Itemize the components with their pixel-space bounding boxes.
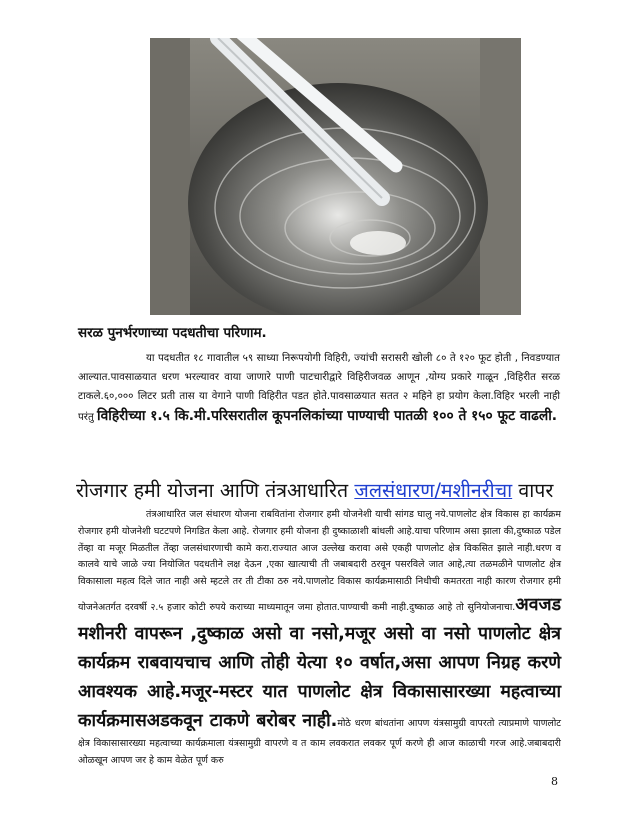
heading-text-before: रोजगार हमी योजना आणि तंत्रआधारित <box>76 479 355 502</box>
paragraph-text: या पदधतीत १८ गावातील ५९ साध्या निरूपयोगी विहिरी, ज्यांची सरासरी खोली ८० ते १२० फूट होती , निवडण्यात आल्यात.पावसाळयात धरण भरल्यावर वाया जाणारे पाणी पाटचारीद्वारे विहिरीजवळ आणून ,योग्य प्रकारे गाळून ,विहिरीत सरळ टाकले.६०,००० लिटर प्रती तास या वेगाने पाणी विहिरीत पडत होते.पावसाळयात सतत २ महिने हा प्रयोग केला.विहिर भरली नाही परंतु <box>78 353 560 423</box>
well-photo <box>150 38 521 315</box>
paragraph-employment-scheme <box>78 507 561 770</box>
page-number: 8 <box>551 775 558 788</box>
well-photo-illustration <box>150 38 521 315</box>
section-heading <box>76 476 576 503</box>
paragraph-text: तंत्रआधारित जल संधारण योजना राबवितांना रोजगार हमी योजनेशी याची सांगड घालु नये.पाणलोट क्षेत्र विकास हा कार्यक्रम रोजगार हमी योजनेशी घटटपणे निगडित केला आहे. रोजगार हमी योजना ही दुष्काळाशी बांधली आहे.याचा परिणाम असा झाला की,दुष्काळ पडेल तेंव्हा वा मजूर मिळतील तेंव्हा जलसंधारणाची कामे करा.राज्यात आज उल्लेख करावा असे एकही पाणलोट क्षेत्र विकसित झाले नाही.धरण व कालवे याचे जाळे ज्या नियोजित पदधतीने लक्ष देऊन ,एका खात्याची ती जबाबदारी ठरवून पसरविले जात आहे,त्या तळमळीने पाणलोट क्षेत्र विकासाला महत्व दिले जात नाही असे म्हटले तर ती टीका ठरु नये.पाणलोट विकास कार्यक्रमासाठी निधीची कमतरता नाही कारण रोजगार हमी योजनेअतर्गत दरवर्षी २.५ हजार कोटी रुपये कराच्या माध्यमातून जमा होतात.पाण्याची कमी नाही.दुष्काळ आहे तो सुनियोजनाचा. <box>78 509 561 613</box>
photo-caption: सरळ पुनर्भरणाच्या पदधतीचा परिणाम. <box>78 325 267 341</box>
paragraph-method-result <box>78 349 560 427</box>
paragraph-tail: मोठे धरण बांधतांना आपण यंत्रसामुग्री वापरतो त्याप्रमाणे पाणलोट क्षेत्र विकासासारख्या महत्वाच्या कार्यक्रमाला यंत्रसामुग्री वापरणे व त काम लवकरात लवकर पूर्ण करणे ही आज काळाची गरज आहे.जबाबदारी ओळखून आपण जर हे काम वेळेत पूर्ण करु <box>78 717 561 766</box>
heading-text-after: वापर <box>512 479 554 502</box>
heading-link[interactable]: जलसंधारण/मशीनरीचा <box>354 479 513 502</box>
paragraph-highlight: विहिरीच्या १.५ कि.मी.परिसरातील कूपनलिकांच्या पाण्याची पातळी १०० ते १५० फूट वाढली. <box>97 407 558 424</box>
paragraph-highlight: अवजड मशीनरी वापरून ,दुष्काळ असो वा नसो,मजूर असो वा नसो पाणलोट क्षेत्र कार्यक्रम राबवायचाच आणि तोही येत्या १० वर्षात,असा आपण निग्रह करणे आवश्यक आहे.मजूर-मस्टर यात पाणलोट क्षेत्र विकासासारख्या महत्वाच्या कार्यक्रमासअडकवून टाकणे बरोबर नाही. <box>78 594 561 731</box>
